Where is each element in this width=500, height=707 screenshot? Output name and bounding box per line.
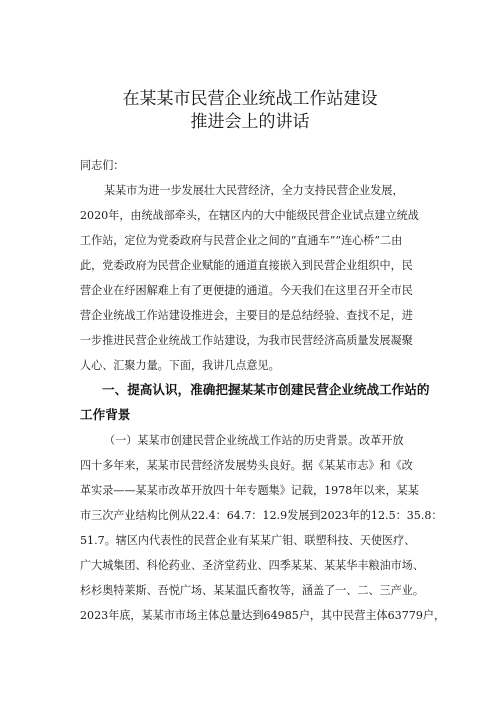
document-title-line-2: 推进会上的讲话 xyxy=(190,112,310,132)
intro-line: 营企业在纾困解难上有了更便捷的通道。今天我们在这里召开全市民 xyxy=(80,284,413,297)
section-1-line: （一）某某市创建民营企业统战工作站的历史背景。改革开放 xyxy=(104,434,404,447)
salutation: 同志们： xyxy=(80,159,125,172)
intro-line: 一步推进民营企业统战工作站建设，为我市民营经济高质量发展凝聚 xyxy=(80,334,413,347)
section-heading-1-line-1: 一、提高认识，准确把握某某市创建民营企业统战工作站的 xyxy=(102,382,430,397)
section-1-line: 51.7。辖区内代表性的民营企业有某某广钼、联塑科技、天使医疗、 xyxy=(80,534,416,547)
intro-line: 此，党委政府为民营企业赋能的通道直接嵌入到民营企业组织中，民 xyxy=(80,259,413,272)
document-title-line-1: 在某某市民营企业统战工作站建设 xyxy=(122,89,378,109)
intro-line: 工作站，定位为党委政府与民营企业之间的“直通车”“连心桥”二由 xyxy=(80,234,403,247)
section-1-line: 2023年底，某某市市场主体总量达到64985户，其中民营主体63779户， xyxy=(80,609,446,622)
intro-line: 营企业统战工作站建设推进会，主要目的是总结经验、查找不足，进 xyxy=(80,309,413,322)
intro-line: 某某市为进一步发展壮大民营经济，全力支持民营企业发展， xyxy=(104,184,404,197)
section-1-line: 市三次产业结构比例从22.4：64.7：12.9发展到2023年的12.5：35.8： xyxy=(80,509,443,522)
section-1-line: 四十多年来，某某市民营经济发展势头良好。据《某某市志》和《改 xyxy=(80,459,413,472)
section-1-line: 杉杉奥特莱斯、吾悦广场、某某温氏畜牧等，涵盖了一、二、三产业。 xyxy=(80,584,424,597)
section-heading-1-line-2: 工作背景 xyxy=(80,407,131,422)
intro-line: 人心、汇聚力量。下面，我讲几点意见。 xyxy=(80,359,280,372)
section-1-line: 革实录——某某市改革开放四十年专题集》记载，1978年以来，某某 xyxy=(80,484,419,497)
intro-line: 2020年，由统战部牵头，在辖区内的大中能级民营企业试点建立统战 xyxy=(80,209,419,222)
section-1-line: 广大城集团、科伦药业、圣济堂药业、四季某某、某某华丰粮油市场、 xyxy=(80,559,424,572)
